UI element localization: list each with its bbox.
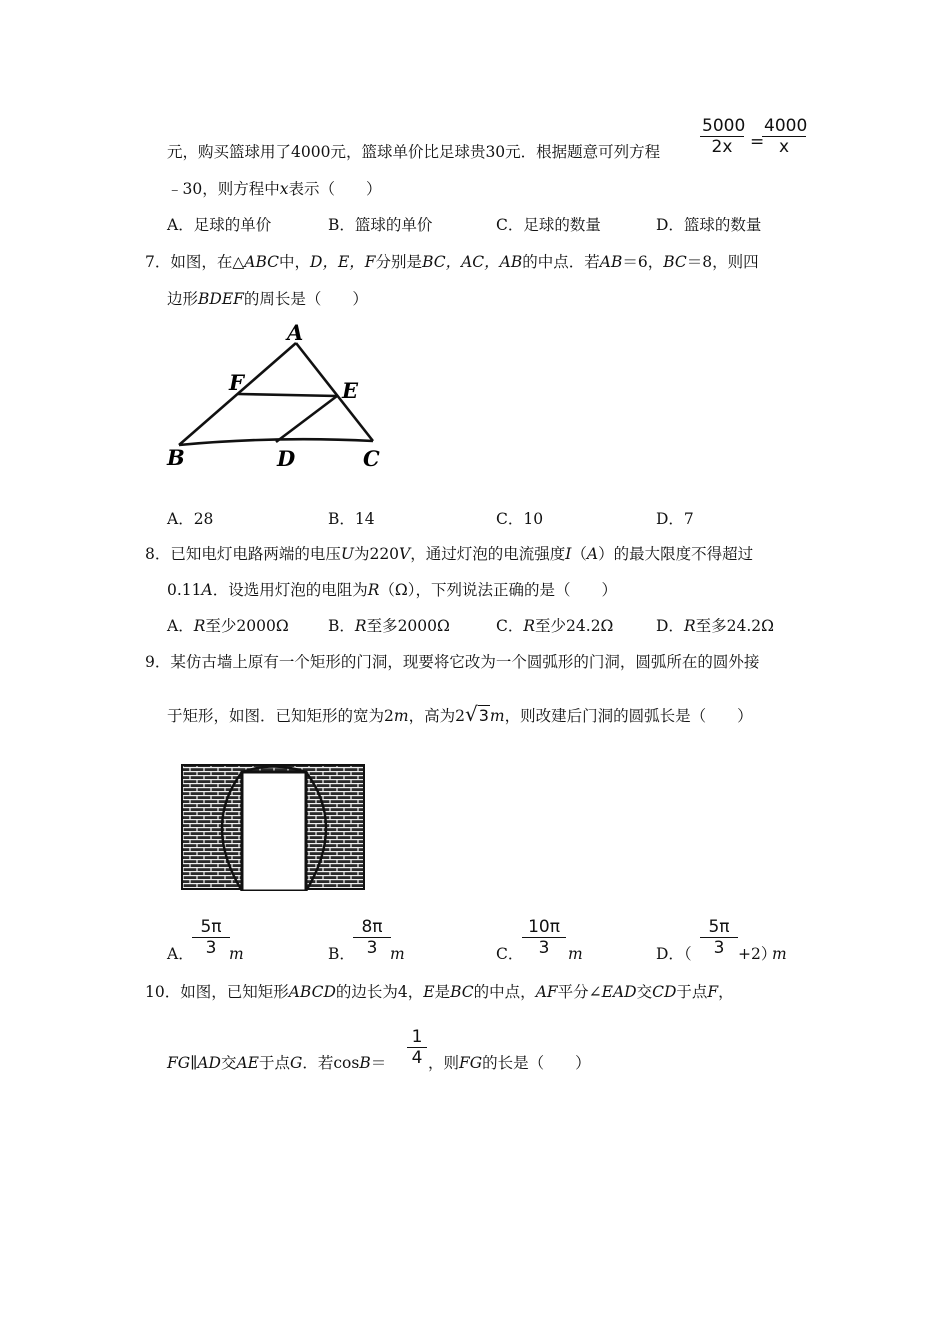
q8-option-d-prefix: D． [656, 617, 684, 635]
q10-l1-h: ， [718, 983, 734, 1001]
q10-line-2b [428, 1053, 591, 1073]
q9-door-figure [180, 763, 366, 891]
q9-l2-m2: m [489, 707, 505, 725]
q9-option-a-den: 3 [205, 938, 217, 958]
q10-l1-bc: BC [450, 983, 474, 1001]
q7-l2-a: 边形 [167, 290, 199, 308]
q8-option-d-text: 至多24.2Ω [695, 617, 774, 635]
q8-option-c-var: R [523, 617, 536, 635]
q10-l1-cd: CD [652, 983, 677, 1001]
q9-sqrt-radicand: 3 [478, 706, 489, 725]
q8-option-a [167, 616, 289, 636]
q6-line-2-b: 表示（ ） [288, 180, 382, 198]
q6-fraction-2 [762, 117, 806, 156]
q8-line-2 [167, 580, 617, 600]
q8-option-b-var: R [354, 617, 367, 635]
q10-cosb-fraction [407, 1028, 427, 1067]
q8-l1-amp: A [586, 545, 599, 563]
q9-option-d-den: 3 [713, 938, 725, 958]
q9-l2-a: 于矩形，如图．已知矩形的宽为2 [167, 707, 394, 725]
q7-l2-bdef: BDEF [198, 290, 244, 308]
q8-line-1 [145, 544, 753, 564]
q6-var-x: x [279, 180, 289, 198]
q10-l1-fpt: F [707, 983, 719, 1001]
q8-l1-a: 8．已知电灯电路两端的电压 [145, 545, 341, 563]
q8-option-c [496, 616, 613, 636]
q7-side-ac [296, 343, 373, 441]
q9-option-b-fraction [353, 918, 391, 957]
q7-label-e: E [342, 378, 359, 403]
q9-option-d-suffix-pre: +2） [738, 945, 777, 963]
q7-label-a: A [287, 320, 304, 345]
q10-l1-d: 的中点， [473, 983, 536, 1001]
q6-fraction-2-numerator: 4000 [764, 116, 808, 136]
q9-rectangular-doorway [242, 772, 306, 891]
q10-l2-f: ，则 [428, 1054, 460, 1072]
q8-l1-v: V [399, 545, 411, 563]
q8-option-a-var: R [193, 617, 206, 635]
q9-option-c-den: 3 [538, 938, 550, 958]
q7-l1-a: 7．如图，在△ [145, 253, 245, 271]
q6-option-c: C．足球的数量 [496, 216, 601, 234]
q8-option-b-prefix: B． [328, 617, 355, 635]
q7-l1-bc: BC [663, 253, 687, 271]
q6-equals-sign: = [750, 132, 765, 152]
q10-frac-den: 4 [411, 1048, 423, 1068]
q10-l1-g: 于点 [676, 983, 708, 1001]
q9-option-a-fraction [192, 918, 230, 957]
q7-option-a: A．28 [167, 510, 214, 528]
q7-side-bc [179, 439, 373, 445]
q6-option-a: A．足球的单价 [167, 216, 272, 234]
q8-l2-c: （Ω），下列说法正确的是（ ） [379, 581, 618, 599]
q8-option-c-prefix: C． [496, 617, 524, 635]
q10-l1-a: 10．如图，已知矩形 [145, 983, 289, 1001]
q9-sqrt [465, 704, 490, 726]
q8-l1-u: U [340, 545, 354, 563]
q10-l1-c: 是 [434, 983, 451, 1001]
q7-l1-def: D，E，F [310, 253, 376, 271]
q9-l2-c: ，则改建后门洞的圆弧长是（ ） [504, 707, 753, 725]
q9-option-b-den: 3 [366, 938, 378, 958]
q9-option-c-fraction [522, 918, 566, 957]
q8-l2-amp: A [201, 581, 213, 599]
q10-l1-b: 的边长为4， [335, 983, 424, 1001]
q9-l2-m1: m [393, 707, 409, 725]
q9-option-b-suffix: m [390, 945, 405, 963]
q7-line-1 [145, 252, 759, 272]
q7-label-b: B [167, 445, 185, 470]
q8-l1-i: I [565, 545, 572, 563]
q10-l1-e: E [423, 983, 435, 1001]
q9-option-a-suffix: m [229, 945, 244, 963]
q9-option-d-num: 5π [700, 918, 738, 938]
radical-icon: √ [464, 702, 478, 726]
q6-option-d: D．篮球的数量 [656, 216, 762, 234]
q6-option-b: B．篮球的单价 [328, 216, 433, 234]
q7-label-d: D [277, 446, 296, 471]
q7-segment-de [276, 396, 337, 442]
q8-l1-d: （ [571, 545, 587, 563]
q10-line-2a [167, 1053, 386, 1073]
q9-option-c-prefix: C． [496, 945, 524, 963]
q10-l2-c: 于点 [258, 1054, 290, 1072]
q8-l2-r: R [367, 581, 380, 599]
q10-l2-ad: AD [197, 1054, 221, 1072]
q7-line-2 [167, 289, 368, 309]
q10-l2-fg: FG [167, 1054, 191, 1072]
q8-l1-e: ）的最大限度不得超过 [598, 545, 754, 563]
q10-l2-g2: 的长是（ ） [482, 1054, 591, 1072]
q7-option-d: D．7 [656, 510, 694, 528]
q8-l2-a: 0.11 [167, 581, 202, 599]
q9-option-a-num: 5π [192, 918, 230, 938]
q7-triangle-figure [165, 318, 390, 476]
q10-l1-ead: EAD [601, 983, 637, 1001]
q6-fraction-2-denominator: x [778, 137, 790, 157]
q8-option-a-prefix: A． [167, 617, 194, 635]
q9-l2-b: ，高为2 [408, 707, 465, 725]
q8-option-a-text: 至少2000Ω [205, 617, 289, 635]
q6-line-1: 元，购买篮球用了4000元，篮球单价比足球贵30元．根据题意可列方程 [167, 143, 661, 161]
q7-l1-b: 中， [279, 253, 311, 271]
q10-l1-f: 交 [636, 983, 653, 1001]
q7-option-c: C．10 [496, 510, 544, 528]
q7-l1-f: ＝6， [622, 253, 664, 271]
q10-l1-abcd: ABCD [288, 983, 336, 1001]
q9-line-2 [167, 704, 753, 726]
q7-label-c: C [363, 446, 380, 471]
q9-option-a-prefix: A． [167, 945, 194, 963]
q10-l2-fg2: FG [459, 1054, 483, 1072]
q8-l2-b: ．设选用灯泡的电阻为 [212, 581, 368, 599]
q7-segment-fe [238, 394, 337, 396]
q10-l2-e: ＝ [370, 1054, 387, 1072]
q7-l1-ab: AB [599, 253, 623, 271]
q6-line-2 [167, 179, 382, 199]
q6-fraction-1-numerator: 5000 [702, 116, 746, 136]
q9-line-1: 9．某仿古墙上原有一个矩形的门洞，现要将它改为一个圆弧形的门洞，圆弧所在的圆外接 [145, 653, 760, 671]
q10-l2-d: ．若cos [302, 1054, 360, 1072]
q10-l1-e2: 平分∠ [557, 983, 602, 1001]
q7-l1-sides: BC，AC，AB [422, 253, 523, 271]
q6-line-2-a: ﹣30，则方程中 [167, 180, 280, 198]
q8-option-d [656, 616, 774, 636]
q8-option-d-var: R [683, 617, 696, 635]
q7-l1-abc: ABC [244, 253, 280, 271]
q7-option-b: B．14 [328, 510, 375, 528]
q9-option-d-fraction [700, 918, 738, 957]
q8-l1-b: 为220 [353, 545, 400, 563]
q10-l2-ae: AE [236, 1054, 259, 1072]
q9-option-c-num: 10π [522, 918, 566, 938]
q10-frac-num: 1 [407, 1028, 427, 1048]
q9-option-d-prefix: D．（ [656, 945, 692, 963]
q8-option-c-text: 至少24.2Ω [535, 617, 614, 635]
q10-l2-g: G [289, 1054, 303, 1072]
q7-label-f: F [229, 370, 244, 395]
q8-option-b [328, 616, 450, 636]
q8-option-b-text: 至多2000Ω [366, 617, 450, 635]
q10-l2-a: ∥ [190, 1054, 198, 1072]
q10-l1-af: AF [535, 983, 558, 1001]
q6-fraction-1-denominator: 2x [711, 137, 733, 157]
q9-option-b-num: 8π [353, 918, 391, 938]
q7-l1-c: 分别是 [375, 253, 423, 271]
q9-option-b-prefix: B． [328, 945, 355, 963]
q9-option-c-suffix: m [568, 945, 583, 963]
q10-l2-B: B [359, 1054, 371, 1072]
q10-l2-b: 交 [220, 1054, 237, 1072]
q6-fraction-1 [700, 117, 744, 156]
q7-l2-b: 的周长是（ ） [243, 290, 368, 308]
q7-l1-e: 的中点．若 [522, 253, 600, 271]
q8-l1-c: ，通过灯泡的电流强度 [410, 545, 566, 563]
q9-option-d-suffix: m [772, 945, 787, 963]
q10-line-1 [145, 982, 734, 1002]
q7-l1-g: ＝8，则四 [686, 253, 759, 271]
